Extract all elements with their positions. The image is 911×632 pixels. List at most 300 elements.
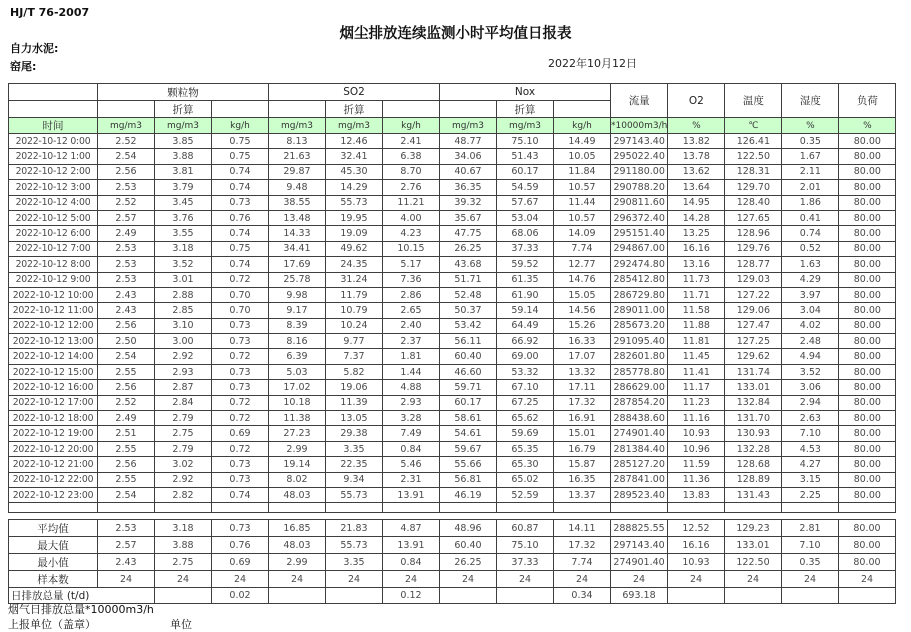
value-cell: 16.16 bbox=[668, 241, 725, 256]
time-cell: 2022-10-12 16:00 bbox=[9, 380, 98, 395]
value-cell: 4.02 bbox=[782, 318, 839, 333]
value-cell: 2.92 bbox=[155, 472, 212, 487]
value-cell: 3.76 bbox=[155, 210, 212, 225]
value-cell: 60.17 bbox=[440, 395, 497, 410]
col-o2: O2 bbox=[668, 84, 725, 118]
value-cell: 2.49 bbox=[98, 226, 155, 241]
value-cell: 0.73 bbox=[212, 364, 269, 379]
value-cell: 7.49 bbox=[383, 426, 440, 441]
value-cell: 0.74 bbox=[782, 226, 839, 241]
daily-total-label: 日排放总量 (t/d) bbox=[9, 588, 155, 604]
value-cell: 0.02 bbox=[212, 588, 269, 604]
value-cell: 12.77 bbox=[554, 257, 611, 272]
time-cell: 2022-10-12 9:00 bbox=[9, 272, 98, 287]
value-cell: 289011.00 bbox=[611, 303, 668, 318]
unit-cell: mg/m3 bbox=[269, 118, 326, 134]
value-cell: 129.06 bbox=[725, 303, 782, 318]
value-cell: 61.35 bbox=[497, 272, 554, 287]
value-cell: 26.25 bbox=[440, 241, 497, 256]
value-cell: 17.69 bbox=[269, 257, 326, 272]
value-cell bbox=[326, 588, 383, 604]
value-cell: 24 bbox=[98, 571, 155, 588]
time-cell: 2022-10-12 18:00 bbox=[9, 411, 98, 426]
value-cell: 48.03 bbox=[269, 487, 326, 502]
value-cell: 24 bbox=[383, 571, 440, 588]
value-cell: 0.69 bbox=[212, 554, 269, 571]
table-row bbox=[9, 287, 896, 302]
value-cell: 289523.40 bbox=[611, 487, 668, 502]
value-cell: 59.14 bbox=[497, 303, 554, 318]
value-cell: 14.28 bbox=[668, 210, 725, 225]
value-cell: 129.03 bbox=[725, 272, 782, 287]
value-cell: 80.00 bbox=[839, 457, 896, 472]
group-nox: Nox bbox=[440, 84, 611, 101]
value-cell: 9.77 bbox=[326, 334, 383, 349]
value-cell: 19.14 bbox=[269, 457, 326, 472]
units-row bbox=[9, 118, 896, 134]
value-cell: 1.63 bbox=[782, 257, 839, 272]
value-cell: 43.68 bbox=[440, 257, 497, 272]
value-cell: 64.49 bbox=[497, 318, 554, 333]
table-row bbox=[9, 272, 896, 287]
value-cell: 10.15 bbox=[383, 241, 440, 256]
value-cell: 80.00 bbox=[839, 554, 896, 571]
value-cell: 2.54 bbox=[98, 149, 155, 164]
value-cell: 59.67 bbox=[440, 441, 497, 456]
value-cell: 80.00 bbox=[839, 241, 896, 256]
value-cell: 291095.40 bbox=[611, 334, 668, 349]
value-cell: 0.73 bbox=[212, 318, 269, 333]
value-cell: 2.93 bbox=[155, 364, 212, 379]
value-cell: 60.40 bbox=[440, 537, 497, 554]
value-cell: 2.76 bbox=[383, 180, 440, 195]
table-row bbox=[9, 487, 896, 502]
value-cell: 11.16 bbox=[668, 411, 725, 426]
value-cell: 17.02 bbox=[269, 380, 326, 395]
value-cell: 282601.80 bbox=[611, 349, 668, 364]
value-cell: 2.54 bbox=[98, 487, 155, 502]
value-cell: 13.91 bbox=[383, 487, 440, 502]
value-cell: 0.72 bbox=[212, 411, 269, 426]
value-cell: 65.62 bbox=[497, 411, 554, 426]
value-cell: 127.25 bbox=[725, 334, 782, 349]
data-rows bbox=[9, 134, 896, 513]
empty-cell bbox=[98, 503, 155, 513]
value-cell: 13.32 bbox=[554, 364, 611, 379]
value-cell: 290811.60 bbox=[611, 195, 668, 210]
value-cell: 80.00 bbox=[839, 210, 896, 225]
value-cell: 274901.40 bbox=[611, 554, 668, 571]
value-cell: 131.70 bbox=[725, 411, 782, 426]
value-cell: 12.46 bbox=[326, 134, 383, 149]
value-cell: 11.58 bbox=[668, 303, 725, 318]
value-cell: 24 bbox=[440, 571, 497, 588]
value-cell: 128.77 bbox=[725, 257, 782, 272]
value-cell: 11.71 bbox=[668, 287, 725, 302]
unit-label: 单位 bbox=[170, 618, 192, 631]
value-cell: 2.65 bbox=[383, 303, 440, 318]
value-cell: 13.16 bbox=[668, 257, 725, 272]
time-cell: 2022-10-12 0:00 bbox=[9, 134, 98, 149]
value-cell: 288825.55 bbox=[611, 520, 668, 537]
value-cell: 0.73 bbox=[212, 520, 269, 537]
value-cell: 15.26 bbox=[554, 318, 611, 333]
value-cell: 13.78 bbox=[668, 149, 725, 164]
group-header-row bbox=[9, 84, 896, 101]
value-cell: 35.67 bbox=[440, 210, 497, 225]
value-cell: 60.40 bbox=[440, 349, 497, 364]
value-cell: 1.44 bbox=[383, 364, 440, 379]
unit-cell: mg/m3 bbox=[98, 118, 155, 134]
table-row bbox=[9, 164, 896, 179]
value-cell: 54.59 bbox=[497, 180, 554, 195]
value-cell: 21.63 bbox=[269, 149, 326, 164]
value-cell: 48.03 bbox=[269, 537, 326, 554]
value-cell: 26.25 bbox=[440, 554, 497, 571]
summary-label: 最小值 bbox=[9, 554, 98, 571]
value-cell: 2.50 bbox=[98, 334, 155, 349]
value-cell: 0.84 bbox=[383, 441, 440, 456]
company-label: 自力水泥: bbox=[10, 42, 59, 55]
value-cell: 287841.00 bbox=[611, 472, 668, 487]
value-cell: 126.41 bbox=[725, 134, 782, 149]
group-particulate: 颗粒物 bbox=[98, 84, 269, 101]
empty-cell bbox=[326, 503, 383, 513]
value-cell: 693.18 bbox=[611, 588, 668, 604]
value-cell: 2.84 bbox=[155, 395, 212, 410]
value-cell: 3.88 bbox=[155, 537, 212, 554]
value-cell: 295022.40 bbox=[611, 149, 668, 164]
value-cell: 6.39 bbox=[269, 349, 326, 364]
empty-cell bbox=[9, 101, 98, 118]
value-cell: 15.01 bbox=[554, 426, 611, 441]
value-cell: 75.10 bbox=[497, 134, 554, 149]
time-cell: 2022-10-12 19:00 bbox=[9, 426, 98, 441]
value-cell: 285673.20 bbox=[611, 318, 668, 333]
time-cell: 2022-10-12 2:00 bbox=[9, 164, 98, 179]
value-cell: 2.94 bbox=[782, 395, 839, 410]
value-cell: 67.10 bbox=[497, 380, 554, 395]
value-cell: 56.81 bbox=[440, 472, 497, 487]
value-cell: 37.33 bbox=[497, 554, 554, 571]
value-cell: 13.05 bbox=[326, 411, 383, 426]
value-cell: 80.00 bbox=[839, 272, 896, 287]
value-cell: 11.73 bbox=[668, 272, 725, 287]
value-cell: 11.36 bbox=[668, 472, 725, 487]
value-cell: 2.53 bbox=[98, 520, 155, 537]
unit-cell: ℃ bbox=[725, 118, 782, 134]
value-cell: 2.87 bbox=[155, 380, 212, 395]
value-cell: 34.06 bbox=[440, 149, 497, 164]
value-cell: 80.00 bbox=[839, 411, 896, 426]
empty-cell bbox=[554, 101, 611, 118]
unit-cell: % bbox=[668, 118, 725, 134]
value-cell: 48.77 bbox=[440, 134, 497, 149]
value-cell: 3.06 bbox=[782, 380, 839, 395]
time-cell: 2022-10-12 8:00 bbox=[9, 257, 98, 272]
value-cell: 5.82 bbox=[326, 364, 383, 379]
value-cell: 46.60 bbox=[440, 364, 497, 379]
value-cell: 57.67 bbox=[497, 195, 554, 210]
value-cell: 29.87 bbox=[269, 164, 326, 179]
value-cell: 2.43 bbox=[98, 554, 155, 571]
table-row bbox=[9, 411, 896, 426]
value-cell: 274901.40 bbox=[611, 426, 668, 441]
value-cell: 3.15 bbox=[782, 472, 839, 487]
empty-cell bbox=[383, 503, 440, 513]
value-cell: 2.53 bbox=[98, 257, 155, 272]
value-cell: 55.73 bbox=[326, 487, 383, 502]
value-cell: 13.25 bbox=[668, 226, 725, 241]
value-cell: 80.00 bbox=[839, 395, 896, 410]
empty-cell bbox=[269, 503, 326, 513]
value-cell: 0.75 bbox=[212, 241, 269, 256]
value-cell: 2.79 bbox=[155, 411, 212, 426]
value-cell: 285127.20 bbox=[611, 457, 668, 472]
value-cell: 14.49 bbox=[554, 134, 611, 149]
value-cell: 9.48 bbox=[269, 180, 326, 195]
value-cell: 24 bbox=[725, 571, 782, 588]
value-cell: 11.59 bbox=[668, 457, 725, 472]
table-row bbox=[9, 180, 896, 195]
value-cell: 122.50 bbox=[725, 554, 782, 571]
unit-cell: % bbox=[782, 118, 839, 134]
value-cell: 295151.40 bbox=[611, 226, 668, 241]
value-cell: 2.57 bbox=[98, 537, 155, 554]
value-cell: 4.00 bbox=[383, 210, 440, 225]
value-cell: 65.02 bbox=[497, 472, 554, 487]
value-cell: 10.79 bbox=[326, 303, 383, 318]
value-cell: 9.34 bbox=[326, 472, 383, 487]
value-cell: 32.41 bbox=[326, 149, 383, 164]
table-row bbox=[9, 241, 896, 256]
value-cell: 24 bbox=[497, 571, 554, 588]
time-cell: 2022-10-12 4:00 bbox=[9, 195, 98, 210]
value-cell: 2.79 bbox=[155, 441, 212, 456]
table-row bbox=[9, 303, 896, 318]
value-cell: 133.01 bbox=[725, 537, 782, 554]
value-cell: 0.72 bbox=[212, 441, 269, 456]
table-row bbox=[9, 195, 896, 210]
table-row bbox=[9, 257, 896, 272]
value-cell: 2.88 bbox=[155, 287, 212, 302]
value-cell: 129.70 bbox=[725, 180, 782, 195]
value-cell: 2.92 bbox=[155, 349, 212, 364]
value-cell: 14.11 bbox=[554, 520, 611, 537]
value-cell: 0.69 bbox=[212, 426, 269, 441]
value-cell: 2.55 bbox=[98, 364, 155, 379]
value-cell: 2.48 bbox=[782, 334, 839, 349]
value-cell: 52.48 bbox=[440, 287, 497, 302]
value-cell: 55.73 bbox=[326, 195, 383, 210]
value-cell: 3.10 bbox=[155, 318, 212, 333]
value-cell: 292474.80 bbox=[611, 257, 668, 272]
value-cell: 128.96 bbox=[725, 226, 782, 241]
value-cell: 0.74 bbox=[212, 164, 269, 179]
time-cell: 2022-10-12 6:00 bbox=[9, 226, 98, 241]
value-cell: 2.25 bbox=[782, 487, 839, 502]
value-cell: 2.85 bbox=[155, 303, 212, 318]
value-cell: 3.55 bbox=[155, 226, 212, 241]
value-cell: 8.13 bbox=[269, 134, 326, 149]
value-cell: 8.39 bbox=[269, 318, 326, 333]
empty-cell bbox=[554, 503, 611, 513]
value-cell bbox=[782, 588, 839, 604]
group-so2: SO2 bbox=[269, 84, 440, 101]
value-cell: 13.48 bbox=[269, 210, 326, 225]
value-cell: 7.37 bbox=[326, 349, 383, 364]
value-cell: 59.69 bbox=[497, 426, 554, 441]
table-row bbox=[9, 395, 896, 410]
empty-cell bbox=[212, 503, 269, 513]
value-cell: 11.81 bbox=[668, 334, 725, 349]
value-cell: 80.00 bbox=[839, 520, 896, 537]
value-cell: 0.34 bbox=[554, 588, 611, 604]
value-cell: 130.93 bbox=[725, 426, 782, 441]
value-cell: 16.35 bbox=[554, 472, 611, 487]
table-row bbox=[9, 472, 896, 487]
value-cell: 2.81 bbox=[782, 520, 839, 537]
summary-row bbox=[9, 571, 896, 588]
unit-cell: kg/h bbox=[383, 118, 440, 134]
value-cell: 2.53 bbox=[98, 180, 155, 195]
value-cell: 296372.40 bbox=[611, 210, 668, 225]
value-cell: 14.33 bbox=[269, 226, 326, 241]
value-cell: 7.10 bbox=[782, 537, 839, 554]
value-cell: 80.00 bbox=[839, 180, 896, 195]
value-cell: 11.84 bbox=[554, 164, 611, 179]
value-cell: 80.00 bbox=[839, 287, 896, 302]
value-cell: 285778.80 bbox=[611, 364, 668, 379]
value-cell: 0.35 bbox=[782, 554, 839, 571]
value-cell: 297143.40 bbox=[611, 537, 668, 554]
value-cell: 2.56 bbox=[98, 457, 155, 472]
value-cell: 0.75 bbox=[212, 134, 269, 149]
value-cell: 10.57 bbox=[554, 210, 611, 225]
value-cell: 4.87 bbox=[383, 520, 440, 537]
value-cell: 286729.80 bbox=[611, 287, 668, 302]
time-cell: 2022-10-12 10:00 bbox=[9, 287, 98, 302]
value-cell: 2.01 bbox=[782, 180, 839, 195]
value-cell: 14.56 bbox=[554, 303, 611, 318]
value-cell: 80.00 bbox=[839, 487, 896, 502]
table-row bbox=[9, 349, 896, 364]
reporting-unit-label: 上报单位（盖章） bbox=[8, 618, 96, 631]
value-cell bbox=[440, 588, 497, 604]
value-cell: 10.93 bbox=[668, 554, 725, 571]
value-cell: 11.17 bbox=[668, 380, 725, 395]
value-cell: 19.06 bbox=[326, 380, 383, 395]
value-cell: 2.54 bbox=[98, 349, 155, 364]
value-cell: 16.33 bbox=[554, 334, 611, 349]
value-cell: 285412.80 bbox=[611, 272, 668, 287]
value-cell: 8.16 bbox=[269, 334, 326, 349]
time-cell: 2022-10-12 14:00 bbox=[9, 349, 98, 364]
value-cell: 132.84 bbox=[725, 395, 782, 410]
value-cell: 128.89 bbox=[725, 472, 782, 487]
value-cell: 16.85 bbox=[269, 520, 326, 537]
value-cell: 24 bbox=[212, 571, 269, 588]
value-cell: 3.81 bbox=[155, 164, 212, 179]
table-row bbox=[9, 457, 896, 472]
value-cell: 3.52 bbox=[155, 257, 212, 272]
value-cell: 8.02 bbox=[269, 472, 326, 487]
summary-row bbox=[9, 554, 896, 571]
value-cell: 24 bbox=[611, 571, 668, 588]
value-cell: 52.59 bbox=[497, 487, 554, 502]
value-cell bbox=[668, 588, 725, 604]
value-cell: 50.37 bbox=[440, 303, 497, 318]
summary-label: 最大值 bbox=[9, 537, 98, 554]
value-cell: 288438.60 bbox=[611, 411, 668, 426]
empty-cell bbox=[383, 101, 440, 118]
value-cell: 13.62 bbox=[668, 164, 725, 179]
value-cell: 10.05 bbox=[554, 149, 611, 164]
value-cell: 6.38 bbox=[383, 149, 440, 164]
value-cell: 19.09 bbox=[326, 226, 383, 241]
value-cell bbox=[839, 588, 896, 604]
report-table bbox=[8, 83, 896, 513]
value-cell: 2.53 bbox=[98, 272, 155, 287]
summary-row bbox=[9, 520, 896, 537]
value-cell: 0.72 bbox=[212, 395, 269, 410]
value-cell: 80.00 bbox=[839, 380, 896, 395]
value-cell: 11.88 bbox=[668, 318, 725, 333]
value-cell: 55.66 bbox=[440, 457, 497, 472]
summary-label: 平均值 bbox=[9, 520, 98, 537]
time-cell: 2022-10-12 1:00 bbox=[9, 149, 98, 164]
time-cell: 2022-10-12 11:00 bbox=[9, 303, 98, 318]
value-cell: 25.78 bbox=[269, 272, 326, 287]
value-cell: 80.00 bbox=[839, 426, 896, 441]
col-load: 负荷 bbox=[839, 84, 896, 118]
value-cell: 2.52 bbox=[98, 134, 155, 149]
empty-cell bbox=[212, 101, 269, 118]
value-cell: 0.73 bbox=[212, 472, 269, 487]
corner-cell bbox=[9, 84, 98, 101]
value-cell: 16.16 bbox=[668, 537, 725, 554]
site-label: 窑尾: bbox=[10, 60, 37, 73]
value-cell: 2.55 bbox=[98, 472, 155, 487]
value-cell: 3.88 bbox=[155, 149, 212, 164]
value-cell: 0.72 bbox=[212, 349, 269, 364]
value-cell: 4.29 bbox=[782, 272, 839, 287]
value-cell: 80.00 bbox=[839, 364, 896, 379]
report-date: 2022年10月12日 bbox=[548, 57, 637, 70]
value-cell: 13.82 bbox=[668, 134, 725, 149]
unit-cell: % bbox=[839, 118, 896, 134]
value-cell: 2.43 bbox=[98, 287, 155, 302]
value-cell: 127.22 bbox=[725, 287, 782, 302]
value-cell: 0.74 bbox=[212, 257, 269, 272]
value-cell: 2.75 bbox=[155, 426, 212, 441]
table-row bbox=[9, 318, 896, 333]
value-cell: 17.07 bbox=[554, 349, 611, 364]
unit-cell: mg/m3 bbox=[497, 118, 554, 134]
value-cell: 53.32 bbox=[497, 364, 554, 379]
value-cell: 80.00 bbox=[839, 303, 896, 318]
value-cell bbox=[725, 588, 782, 604]
value-cell: 80.00 bbox=[839, 257, 896, 272]
subheader-converted: 折算 bbox=[326, 101, 383, 118]
time-cell: 2022-10-12 13:00 bbox=[9, 334, 98, 349]
time-cell: 2022-10-12 12:00 bbox=[9, 318, 98, 333]
table-row bbox=[9, 380, 896, 395]
value-cell: 8.70 bbox=[383, 164, 440, 179]
value-cell: 59.52 bbox=[497, 257, 554, 272]
flue-total-note: 烟气日排放总量*10000m3/h bbox=[8, 603, 154, 616]
value-cell: 9.98 bbox=[269, 287, 326, 302]
